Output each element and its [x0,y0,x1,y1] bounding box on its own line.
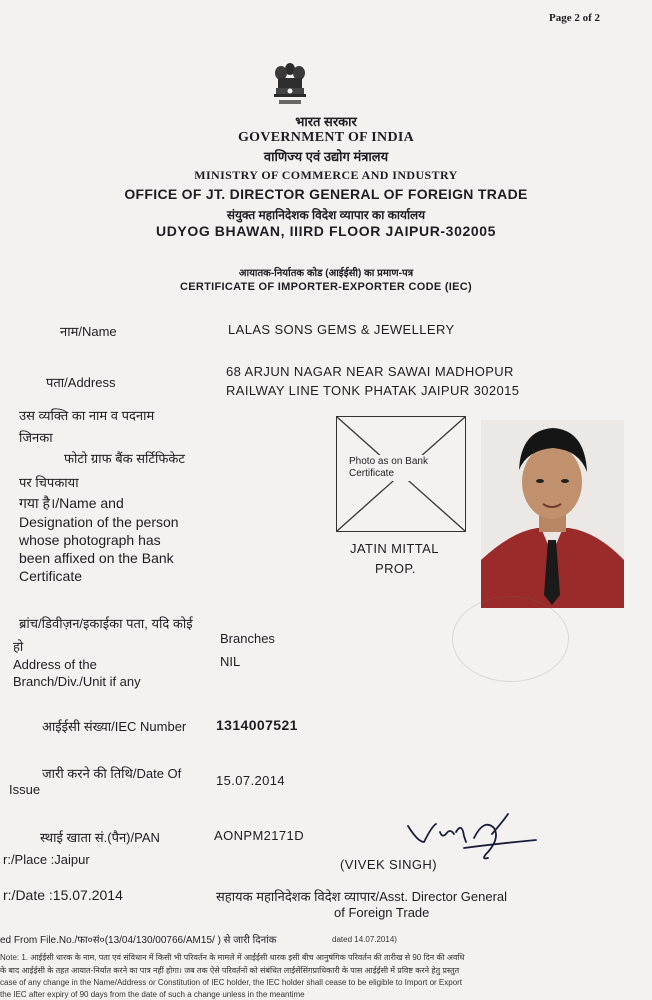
file-number-line: ed From File.No./फा०सं०(13/04/130/00766/AM15/ ) से जारी दिनांक [0,935,277,946]
certificate-title: CERTIFICATE OF IMPORTER-EXPORTER CODE (IEC) [180,281,472,293]
designation-label-line-1: उस व्यक्ति का नाम व पदनाम [19,408,155,423]
signatory-title-line-2: of Foreign Trade [334,905,430,920]
note-line-1: Note: 1. आईईसी धारक के नाम, पता एवं संविधान में किसी भी परिवर्तन के मामले में आईईसी धारक इसी बीच आनुषंगिक परिवर्तन की तारीख से 90 दिन की अवधि [0,953,465,962]
signatory-name: (VIVEK SINGH) [340,857,437,872]
office-title: OFFICE OF JT. DIRECTOR GENERAL OF FOREIGN TRADE [124,186,528,202]
designation-label-line-3: फोटो ग्राफ बैंक सर्टिफिकेट [64,451,185,466]
photo-placeholder-label: Photo as on Bank Certificate [347,455,446,481]
branch-label-line-3: Address of the [13,657,97,672]
branches-value: NIL [220,654,241,669]
date-of-issue-value: 15.07.2014 [216,773,286,788]
branch-label-line-4: Branch/Div./Unit if any [13,674,141,689]
address-label: पता/Address [46,375,116,390]
pan-label: स्थाई खाता सं.(पैन)/PAN [40,830,160,845]
note-line-4: the IEC after expiry of 90 days from the date of such a change unless in the meantime [0,990,305,999]
pan-value: AONPM2171D [214,828,304,843]
government-of-india: GOVERNMENT OF INDIA [237,130,415,145]
person-designation: PROP. [375,561,416,576]
person-name: JATIN MITTAL [350,541,439,556]
page-number: Page 2 of 2 [548,12,600,24]
iec-number-label: आईईसी संख्या/IEC Number [42,719,187,734]
branches-label: Branches [220,631,275,646]
branch-label-line-2: हो [13,639,24,654]
hindi-certificate-title: आयातक-निर्यातक कोड (आईईसी) का प्रमाण-पत्र [238,268,414,279]
national-emblem-icon [270,60,310,110]
faint-stamp [452,596,569,682]
iec-number-value: 1314007521 [216,717,298,733]
signatory-title-line-1: सहायक महानिदेशक विदेश व्यापार/Asst. Director General [216,889,508,904]
designation-label-line-2: जिनका [19,430,53,445]
place-label: r:/Place :Jaipur [3,852,90,867]
date-of-issue-label-line-2: Issue [9,782,41,797]
designation-label-line-9: Certificate [19,568,83,584]
file-date: dated 14.07.2014) [332,935,397,944]
note-line-3: case of any change in the Name/Address or Constitution of IEC holder, the IEC holder shall cease to be eligible to Import or Export [0,978,463,987]
designation-label-line-6: Designation of the person [19,514,179,530]
photo-placeholder-box [336,416,466,532]
designation-label-line-4: पर चिपकाया [19,475,79,490]
designation-label-line-8: been affixed on the Bank [19,550,174,566]
branch-label-line-1: ब्रांच/डिवीज़न/इकाईका पता, यदि कोई [19,616,193,631]
office-address: UDYOG BHAWAN, IIIRD FLOOR JAIPUR-302005 [155,223,496,239]
address-line-1: 68 ARJUN NAGAR NEAR SAWAI MADHOPUR [226,364,514,379]
date-label: r:/Date :15.07.2014 [3,887,123,903]
hindi-office: संयुक्त महानिदेशक विदेश व्यापार का कार्यालय [226,208,426,222]
note-line-2: के बाद आईईसी के तहत आयात-निर्यात करने का पात्र नहीं होगा। जब तक ऐसे परिवर्तनों को संबंधित लाईसेंसिंगप्राधिकारी के पास आईईसी में प्रविष्ट करने हेतु प्रस्तुत [0,966,460,975]
name-value: LALAS SONS GEMS & JEWELLERY [228,322,455,337]
address-line-2: RAILWAY LINE TONK PHATAK JAIPUR 302015 [226,383,520,398]
designation-label-line-7: whose photograph has [19,532,161,548]
date-of-issue-label-line-1: जारी करने की तिथि/Date Of [42,766,182,781]
person-photo [481,420,624,608]
designation-label-line-5: गया है।/Name and [19,495,124,511]
hindi-government: भारत सरकार [295,114,357,129]
name-label: नाम/Name [60,324,117,339]
ministry-title: MINISTRY OF COMMERCE AND INDUSTRY [194,168,458,182]
hindi-ministry: वाणिज्य एवं उद्योग मंत्रालय [263,149,389,164]
